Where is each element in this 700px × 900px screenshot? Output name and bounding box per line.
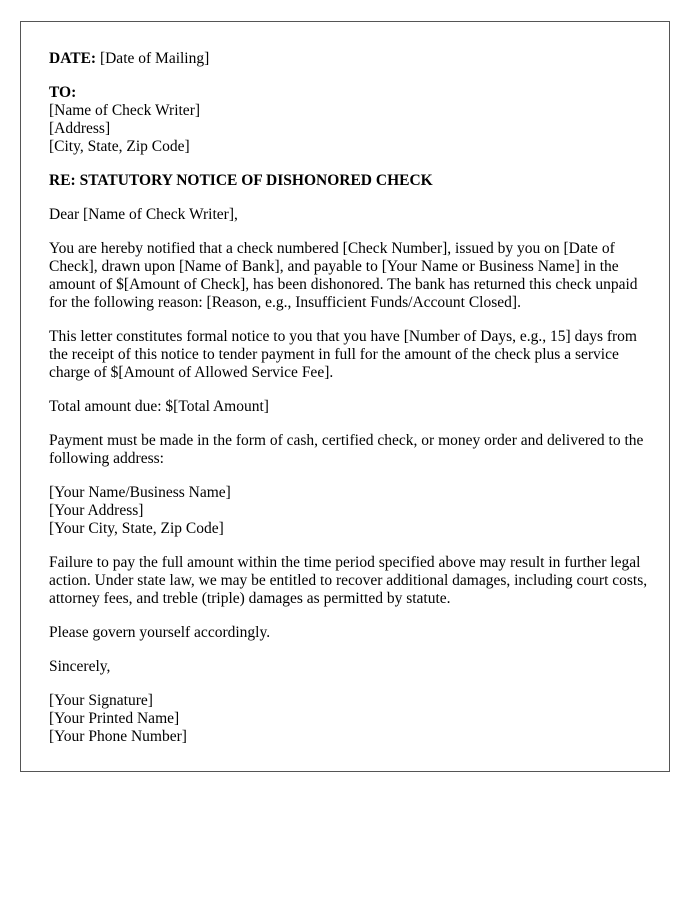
govern-line: Please govern yourself accordingly. [49,624,271,641]
payee-name: [Your Name/Business Name] [49,484,231,501]
salutation: Dear [Name of Check Writer], [49,206,238,223]
signature: [Your Signature] [49,692,153,709]
phone-number: [Your Phone Number] [49,728,187,745]
payment-instructions-paragraph: Payment must be made in the form of cash, certified check, or money order and delivered to the following address: [49,432,644,467]
date-value: [Date of Mailing] [99,50,210,67]
subject-line: RE: STATUTORY NOTICE OF DISHONORED CHECK [49,172,433,189]
closing: Sincerely, [49,658,111,675]
total-due-line: Total amount due: $[Total Amount] [49,398,269,415]
payee-city-state-zip: [Your City, State, Zip Code] [49,520,224,537]
date-label: DATE: [49,50,97,67]
signature-block [49,692,649,746]
notification-paragraph: You are hereby notified that a check numbered [Check Number], issued by you on [Date of Check], drawn upon [Name of Bank], and payable to [Your Name or Business Name] in the amount of $[Amount of Check], has been dishonored. The bank has returned this check unpaid for the following reason: [Reason, e.g., Insufficient Funds/Account Closed]. [49,240,638,311]
date-line [49,50,649,68]
payee-address-block [49,484,649,538]
recipient-name: [Name of Check Writer] [49,102,201,119]
formal-notice-paragraph: This letter constitutes formal notice to you that you have [Number of Days, e.g., 15] days from the receipt of this notice to tender payment in full for the amount of the check plus a service charge of $[Amount of Allowed Service Fee]. [49,328,637,381]
to-label: TO: [49,84,77,101]
printed-name: [Your Printed Name] [49,710,180,727]
payee-address: [Your Address] [49,502,144,519]
recipient-block [49,84,649,156]
letter-page [20,21,670,772]
recipient-city-state-zip: [City, State, Zip Code] [49,138,190,155]
failure-warning-paragraph: Failure to pay the full amount within the time period specified above may result in further legal action. Under state law, we may be entitled to recover additional damages, including court costs, attorney fees, and treble (triple) damages as permitted by statute. [49,554,648,607]
recipient-address: [Address] [49,120,111,137]
